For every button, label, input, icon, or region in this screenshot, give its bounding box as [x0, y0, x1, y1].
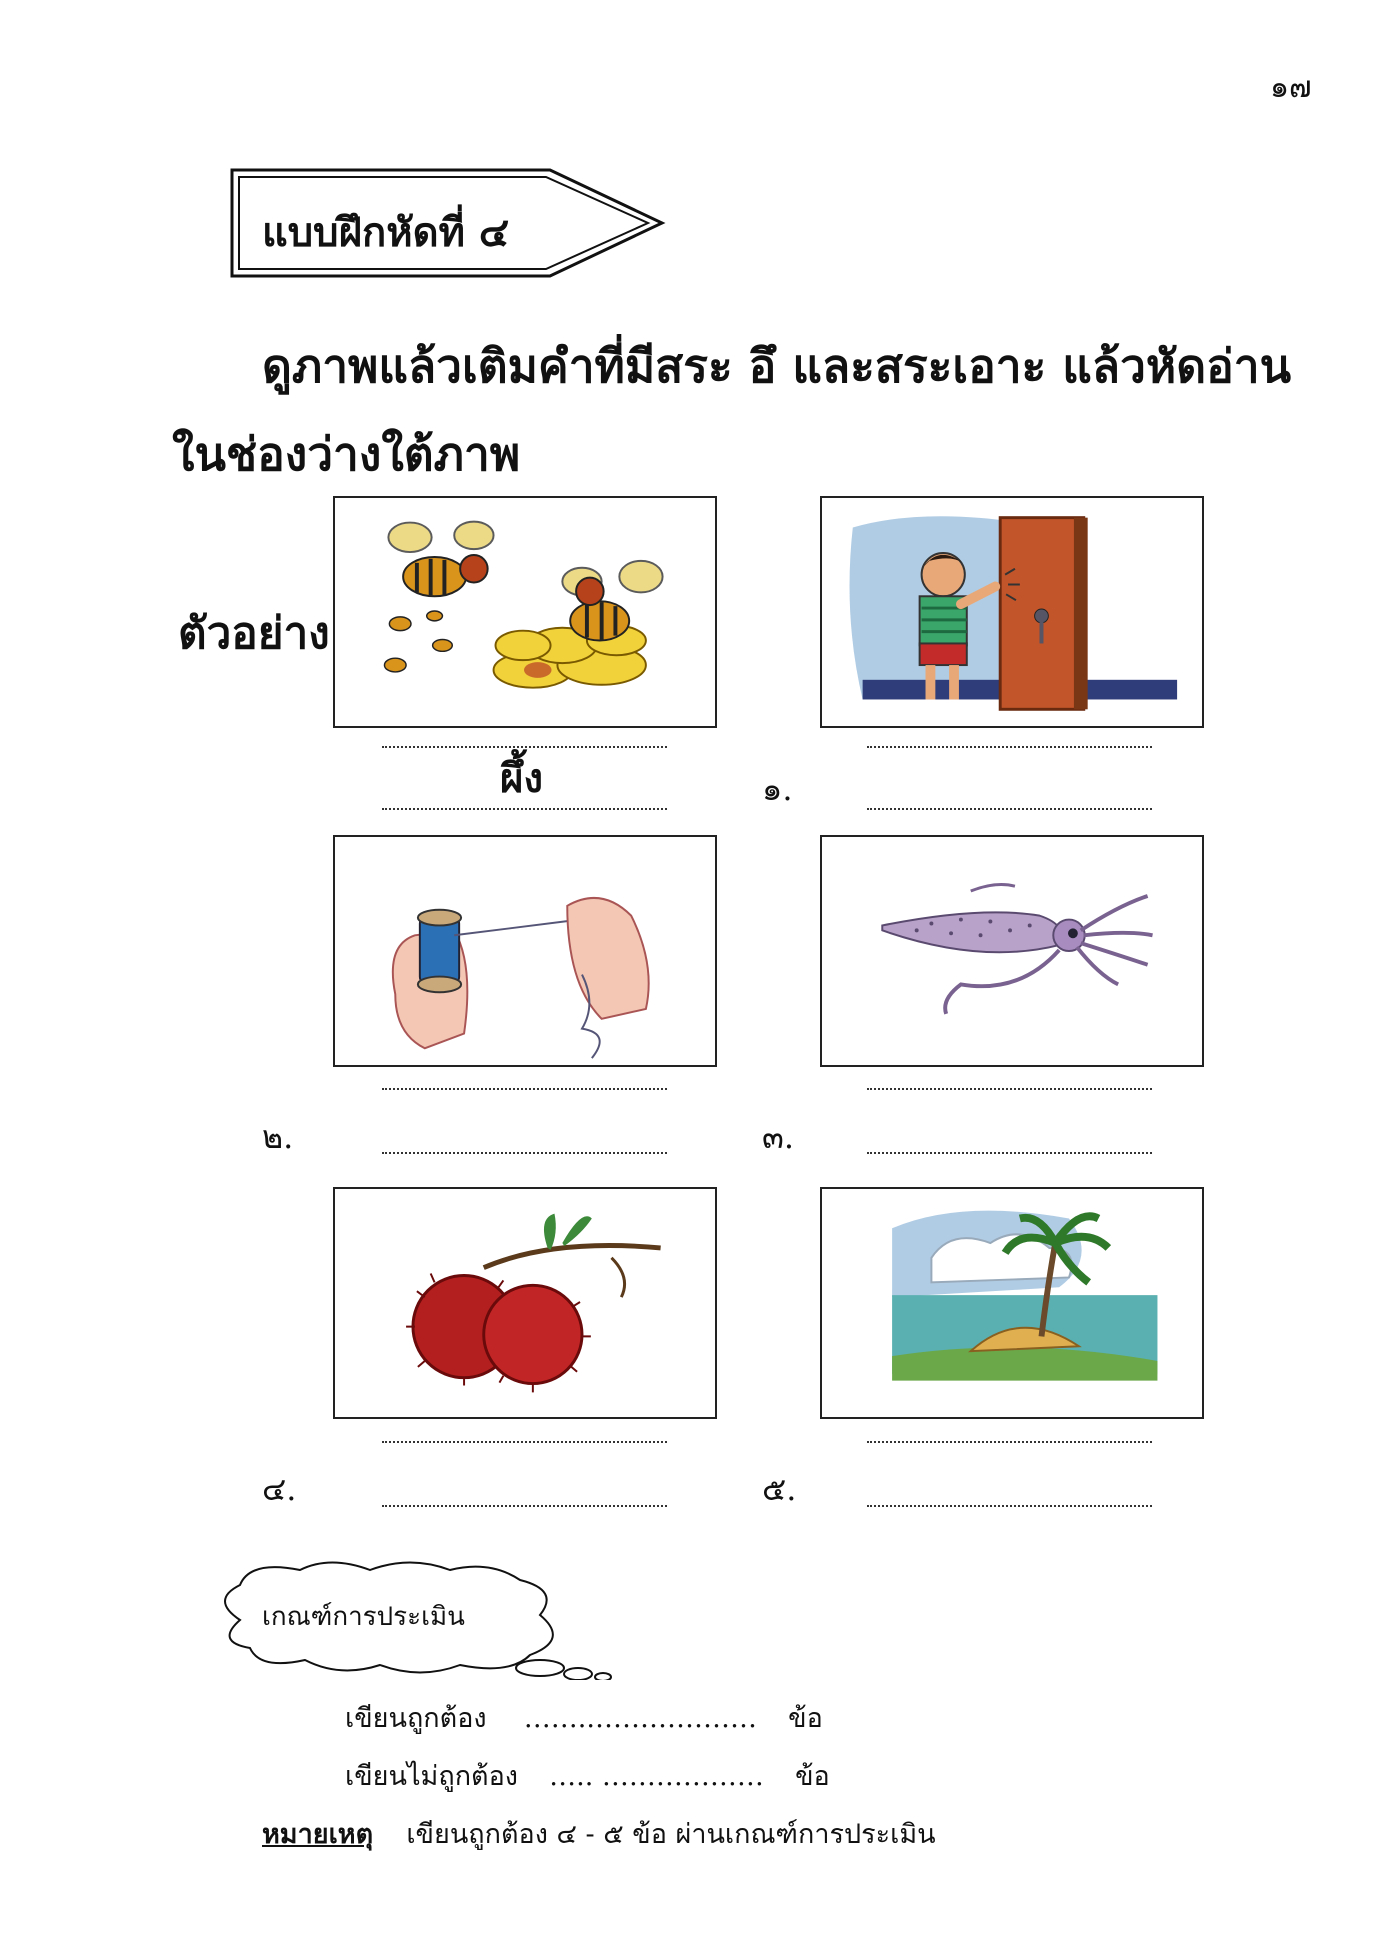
page-number: ๑๗	[1270, 70, 1312, 105]
instruction-line-1: ดูภาพแล้วเติมคำที่มีสระ อึ และสระเอาะ แล้วหัดอ่าน	[262, 339, 1292, 393]
answer-line-bottom	[867, 808, 1152, 810]
criteria-incorrect-row	[345, 1754, 830, 1797]
criteria-title: เกณฑ์การประเมิน	[262, 1602, 465, 1632]
island-picture	[820, 1187, 1204, 1419]
item-number: ๔.	[262, 1470, 297, 1508]
answer-line-top	[382, 1088, 667, 1090]
instruction-line-2: ในช่องว่างใต้ภาพ	[172, 427, 521, 481]
note-row	[262, 1812, 936, 1855]
squid-picture	[820, 835, 1204, 1067]
note-text: เขียนถูกต้อง ๔ - ๕ ข้อ ผ่านเกณฑ์การประเมิน	[406, 1819, 936, 1850]
answer-line-bottom	[867, 1505, 1152, 1507]
bees-illustration	[335, 498, 715, 726]
boy-knocking-door-illustration	[822, 498, 1202, 726]
criteria-correct-label: เขียนถูกต้อง	[345, 1703, 487, 1734]
answer-line-bottom	[382, 1152, 667, 1154]
thread-spool-illustration	[335, 837, 715, 1065]
answer-line-bottom	[867, 1152, 1152, 1154]
item-number: ๑.	[762, 770, 793, 808]
item-number: ๕.	[762, 1470, 797, 1508]
boy-knocking-door-picture	[820, 496, 1204, 728]
item-number: ๓.	[762, 1118, 795, 1156]
rambutan-illustration	[335, 1189, 715, 1417]
criteria-correct-blank: ……..………………	[523, 1703, 757, 1734]
answer-line-bottom	[382, 1505, 667, 1507]
example-label: ตัวอย่าง	[178, 608, 330, 659]
criteria-incorrect-unit: ข้อ	[795, 1761, 830, 1792]
answer-line-top	[382, 1441, 667, 1443]
criteria-incorrect-label: เขียนไม่ถูกต้อง	[345, 1761, 518, 1792]
example-answer: ผึ้ง	[500, 755, 543, 802]
answer-line-top	[867, 1441, 1152, 1443]
answer-line-top	[867, 1088, 1152, 1090]
rambutan-picture	[333, 1187, 717, 1419]
bee-picture	[333, 496, 717, 728]
squid-illustration	[822, 837, 1202, 1065]
exercise-title: แบบฝึกหัดที่ ๔	[262, 209, 510, 256]
criteria-correct-unit: ข้อ	[788, 1703, 823, 1734]
thread-spool-picture	[333, 835, 717, 1067]
criteria-correct-row	[345, 1696, 823, 1739]
answer-line-top	[867, 746, 1152, 748]
criteria-incorrect-blank: ….. ………………	[549, 1761, 764, 1792]
island-illustration	[822, 1189, 1202, 1417]
note-label: หมายเหตุ	[262, 1819, 374, 1850]
item-number: ๒.	[262, 1118, 294, 1156]
